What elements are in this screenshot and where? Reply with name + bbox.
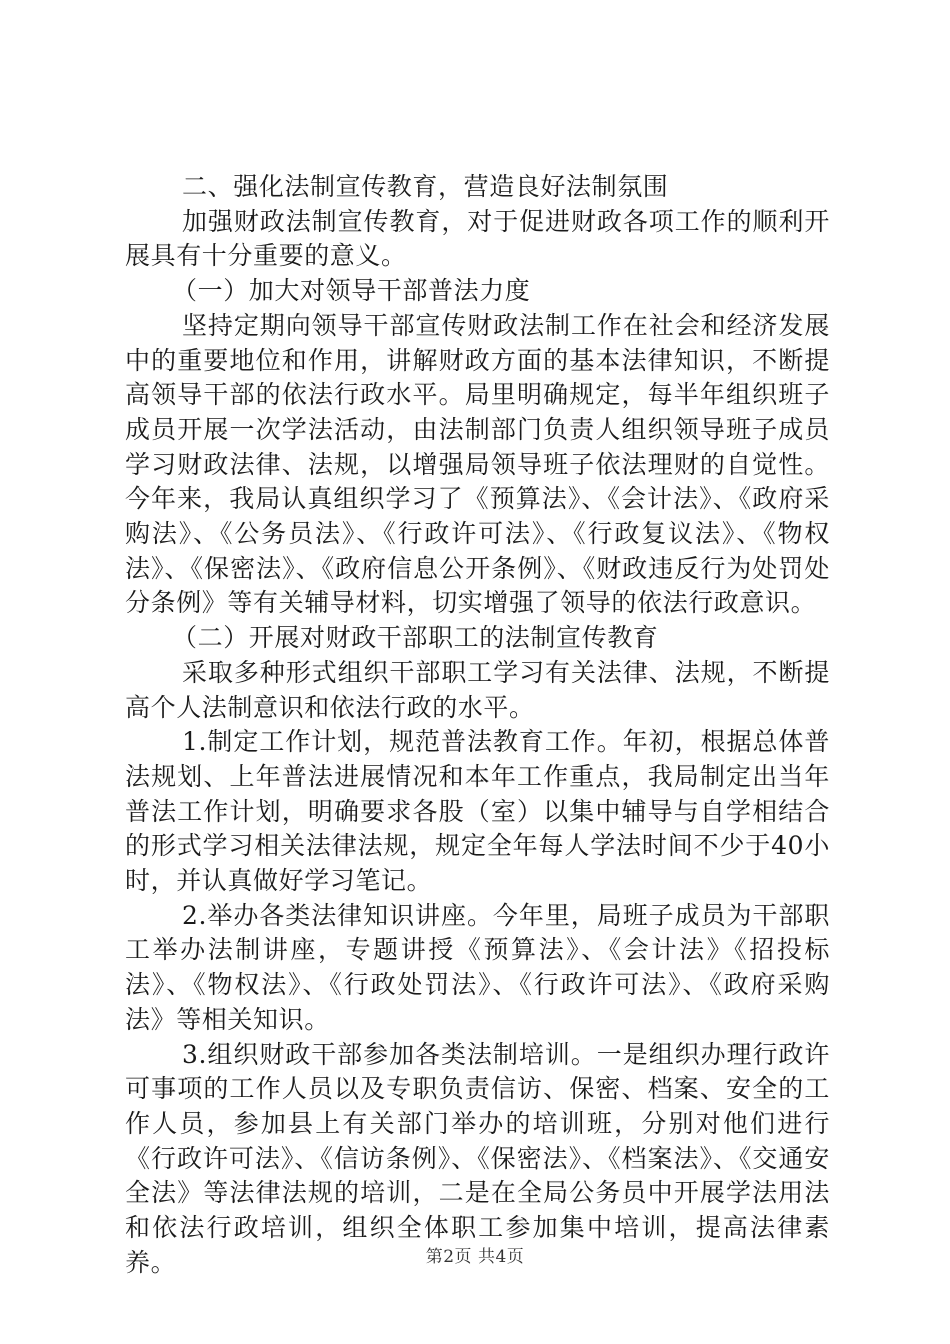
section-heading: 二、强化法制宣传教育，营造良好法制氛围 (182, 172, 669, 201)
document-body (125, 170, 830, 1281)
body-paragraph: 2.举办各类法律知识讲座。今年里，局班子成员为干部职工举办法制讲座，专题讲授《预算法》、《会计法》《招投标法》、《物权法》、《行政处罚法》、《行政许可法》、《政府采购法》等相关知识。 (125, 900, 830, 1034)
subsection-heading: （二）开展对财政干部职工的法制宣传教育 (172, 623, 659, 653)
body-paragraph: 坚持定期向领导干部宣传财政法制工作在社会和经济发展中的重要地位和作用，讲解财政方面的基本法律知识，不断提高领导干部的依法行政水平。局里明确规定，每半年组织班子成员开展一次学法活动，由法制部门负责人组织领导班子成员学习财政法律、法规，以增强局领导班子依法理财的自觉性。今年来，我局认真组织学习了《预算法》、《会计法》、《政府采购法》、《公务员法》、《行政许可法》、《行政复议法》、《物权法》、《保密法》、《政府信息公开条例》、《财政违反行为处罚处分条例》等有关辅导材料，切实增强了领导的依法行政意识。 (125, 310, 830, 618)
body-paragraph: 加强财政法制宣传教育，对于促进财政各项工作的顺利开展具有十分重要的意义。 (125, 206, 830, 271)
subsection-heading: （一）加大对领导干部普法力度 (172, 276, 531, 306)
body-paragraph: 采取多种形式组织干部职工学习有关法律、法规，不断提高个人法制意识和依法行政的水平。 (125, 657, 830, 722)
body-paragraph: 1.制定工作计划，规范普法教育工作。年初，根据总体普法规划、上年普法进展情况和本年工作重点，我局制定出当年普法工作计划，明确要求各股（室）以集中辅导与自学相结合的形式学习相关法律法规，规定全年每人学法时间不少于40小时，并认真做好学习笔记。 (125, 727, 830, 896)
page-number-footer: 第2页 共4页 (425, 1247, 525, 1267)
body-paragraph: 3.组织财政干部参加各类法制培训。一是组织办理行政许可事项的工作人员以及专职负责信访、保密、档案、安全的工作人员，参加县上有关部门举办的培训班，分别对他们进行《行政许可法》、《信访条例》、《保密法》、《档案法》、《交通安全法》等法律法规的培训，二是在全局公务员中开展学法用法和依法行政培训，组织全体职工参加集中培训，提高法律素养。 (125, 1039, 830, 1277)
